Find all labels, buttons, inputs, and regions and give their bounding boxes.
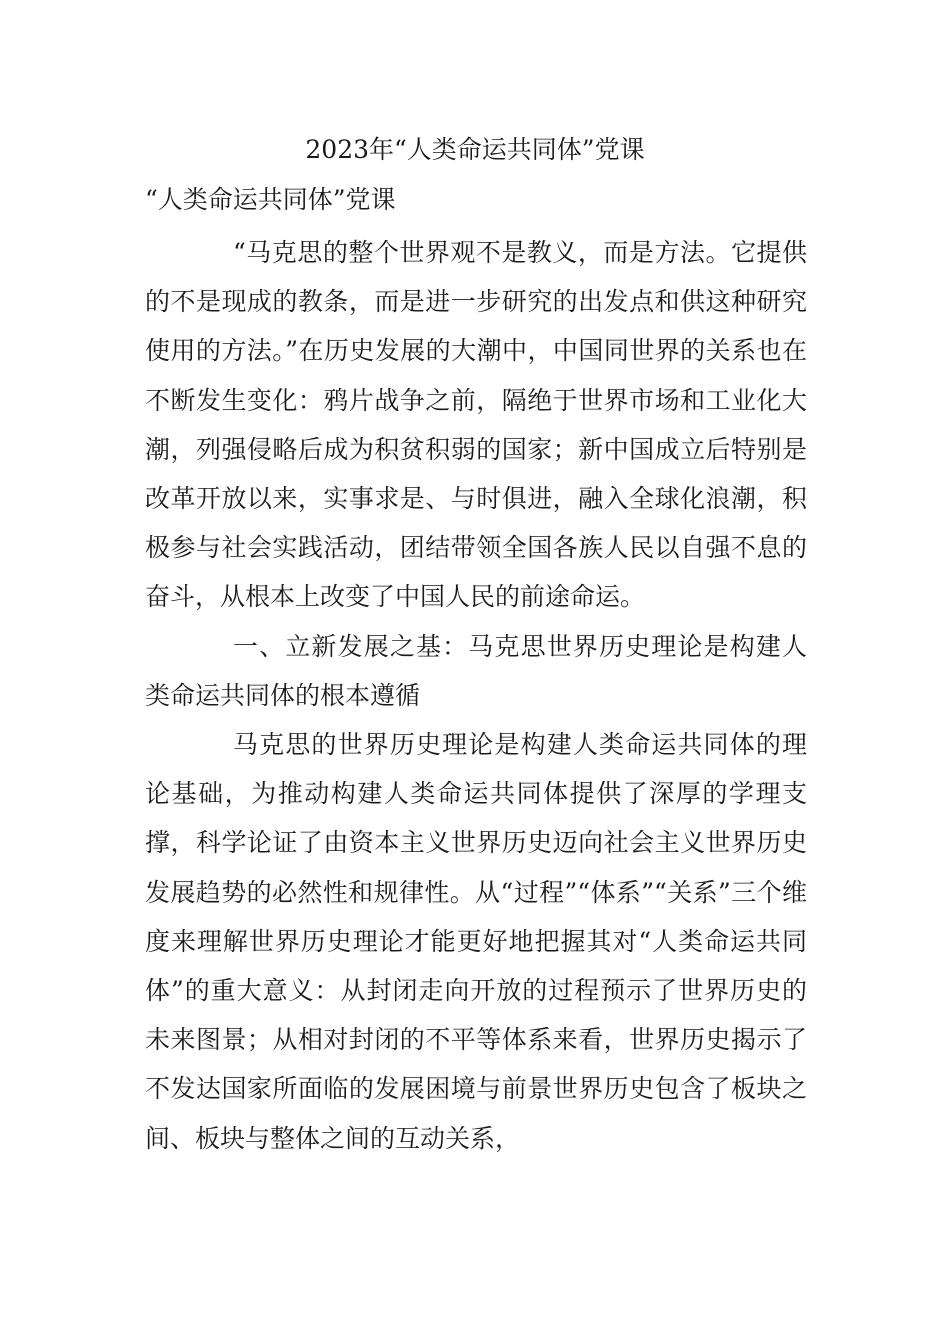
document-body	[145, 228, 807, 1163]
paragraph-section-1: 马克思的世界历史理论是构建人类命运共同体的理论基础，为推动构建人类命运共同体提供了深厚的学理支撑，科学论证了由资本主义世界历史迈向社会主义世界历史发展趋势的必然性和规律性。从“过程”“体系”“关系”三个维度来理解世界历史理论才能更好地把握其对“人类命运共同体”的重大意义：从封闭走向开放的过程预示了世界历史的未来图景；从相对封闭的不平等体系来看，世界历史揭示了不发达国家所面临的发展困境与前景世界历史包含了板块之间、板块与整体之间的互动关系，	[145, 730, 807, 1153]
section-heading-1: 一、立新发展之基：马克思世界历史理论是构建人类命运共同体的根本遵循	[145, 631, 807, 710]
document-title: 2023年“人类命运共同体”党课	[305, 135, 645, 164]
paragraph-intro: “马克思的整个世界观不是教义，而是方法。它提供的不是现成的教条，而是进一步研究的出发点和供这种研究使用的方法。”在历史发展的大潮中，中国同世界的关系也在不断发生变化：鸦片战争之前，隔绝于世界市场和工业化大潮，列强侵略后成为积贫积弱的国家；新中国成立后特别是改革开放以来，实事求是、与时俱进，融入全球化浪潮，积极参与社会实践活动，团结带领全国各族人民以自强不息的奋斗，从根本上改变了中国人民的前途命运。	[145, 238, 807, 612]
document-subtitle: “人类命运共同体”党课	[145, 185, 396, 214]
